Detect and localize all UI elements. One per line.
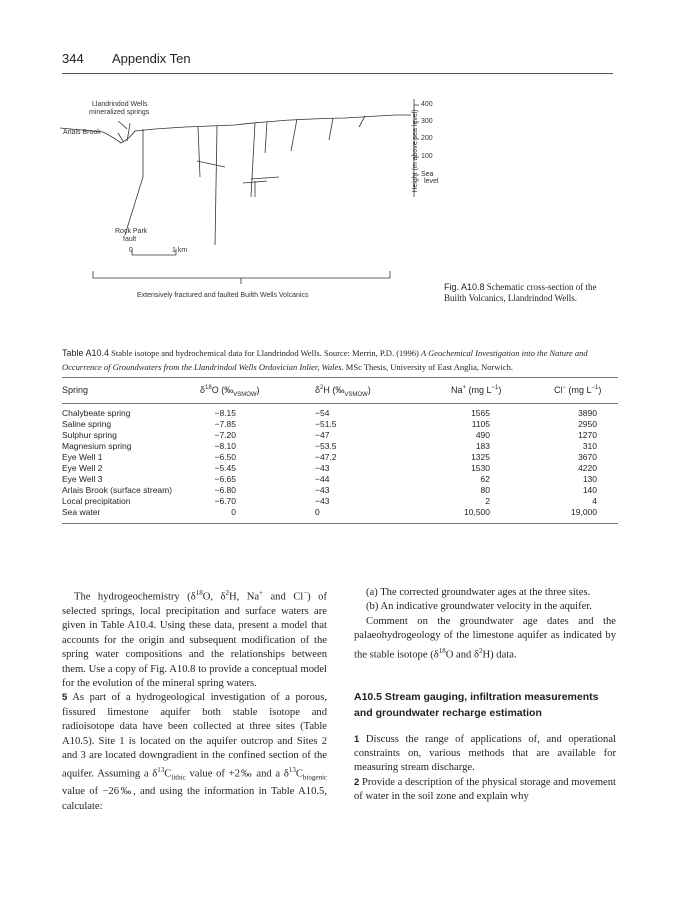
figure-caption	[444, 282, 619, 304]
table-row: Eye Well 3 −6.65 −44 62 130	[62, 474, 597, 484]
col-header-cl: Cl− (mg $L^{-1}$)	[554, 385, 602, 395]
scale-one-km-label: 1 km	[172, 247, 188, 254]
fault-line	[198, 127, 200, 177]
col-header-d18o: $\delta^{18}O$ $(‰_{VSMOW})$	[200, 385, 260, 398]
scale-zero-label: 0	[129, 247, 133, 254]
figure-caption-label: Fig. A10.8	[444, 282, 485, 292]
table-bottom-rule	[62, 523, 618, 524]
figure-caption-text: Schematic cross-section of the Builth Volcanics, Llandrindod Wells.	[444, 282, 597, 303]
table-row: Sea water 0 0 10,500 19,000	[62, 507, 597, 517]
fault-line	[265, 122, 267, 153]
cross-section-figure	[55, 85, 455, 310]
fault-line	[251, 123, 255, 197]
arlais-brook-label: Arlais Brook	[63, 129, 101, 136]
rock-park-fault	[125, 129, 143, 235]
question-1: 1 Discuss the range of applications of, and operational constraints on, various methods that are available for measuring stream discharge.	[354, 733, 616, 774]
col-header-spring: Spring	[62, 385, 89, 395]
bedding-line	[197, 161, 225, 167]
mineralized-springs-label: mineralized springs	[89, 109, 150, 116]
paragraph-hydrogeochemistry: The hydrogeochemistry ($\delta^{18}O$, $\delta^2H$, Na+ and Cl−) of selected springs, local precipitation and surface waters are given in Table A10.4. Using these data, present a model that accounts for the origin and subsequent modification of the spring water compositions and the relationships between them. Use a copy of Fig. A10.8 to provide a conceptual model for the evolution of the mineral spring waters.	[62, 589, 327, 689]
question-5: 5 As part of a hydrogeological investigation of a porous, fissured limestone aquifer both stable isotope and radioisotope data have been collected at three sites (Table A10.5). Site 1 is located on the aquifer outcrop and Sites 2 and 3 are located downgradient in the confined section of the aquifer. Assuming a $\delta^{13}C_{lithic}$ value of +2‰ and a $\delta^{13}C_{biogenic}$ value of −26‰, and using the information in Table A10.5, calculate:	[62, 692, 327, 812]
page-number: 344	[62, 51, 84, 66]
right-text-column	[354, 586, 616, 805]
tick-100: 100	[421, 153, 433, 160]
bedding-line	[243, 181, 267, 197]
table-row: Eye Well 2 −5.45 −43 1530 4220	[62, 463, 597, 473]
col-header-d2h: $\delta^2H$ $(‰_{VSMOW})$	[315, 385, 371, 398]
volcanics-label: Extensively fractured and faulted Builth Wells Volcanics	[137, 292, 309, 299]
extent-bracket	[93, 271, 390, 284]
fault-line	[359, 116, 365, 127]
table-row: Saline spring −7.85 −51.5 1105 2950	[62, 419, 597, 429]
tick-200: 200	[421, 135, 433, 142]
ground-surface-line	[60, 115, 411, 143]
height-axis-title: Height (m above sea level)	[412, 109, 419, 193]
table-row: Local precipitation −6.70 −43 2 4	[62, 496, 597, 506]
table-row: Magnesium spring −8.10 −53.5 183 310	[62, 441, 597, 451]
fault-label: fault	[123, 236, 137, 243]
table-caption	[62, 346, 618, 374]
table-caption-end: MSc Thesis, University of East Anglia, Norwich.	[345, 362, 514, 372]
table-caption-text: Stable isotope and hydrochemical data for Llandrindod Wells. Source: Merrin, P.D. (1996)	[111, 348, 419, 358]
fault-line	[329, 118, 333, 140]
tick-400: 400	[421, 101, 433, 108]
rock-park-label: Rock Park	[115, 228, 148, 235]
table-caption-title: A Geochemical Investigation into the Nature and Occurrence of Groundwaters from the Llandrindod Wells Ordovician Inlier, Wales.	[62, 348, 588, 372]
llandrindod-wells-label: Llandrindod Wells	[92, 101, 148, 108]
left-text-column	[62, 586, 327, 814]
fault-line	[215, 126, 217, 245]
table-caption-label: Table A10.4	[62, 348, 110, 358]
sea-label: Sea	[421, 171, 434, 178]
item-b: (b) An indicative groundwater velocity in the aquifer.	[366, 601, 592, 613]
fault-line	[291, 119, 297, 151]
tick-300: 300	[421, 118, 433, 125]
paragraph-comment: Comment on the groundwater age dates and the palaeohydrogeology of the limestone aquifer as indicated by the stable isotope ($\delta^{18}O$ and $\delta^2H$) data.	[354, 615, 616, 661]
table-top-rule	[62, 377, 618, 378]
level-label: level	[424, 178, 439, 185]
bedding-line	[251, 177, 279, 179]
table-row: Arlais Brook (surface stream) −6.80 −43 80 140	[62, 485, 597, 495]
table-row: Chalybeate spring −8.15 −54 1565 3890	[62, 408, 597, 418]
item-a: (a) The corrected groundwater ages at the three sites.	[366, 587, 591, 598]
section-title: Appendix Ten	[112, 51, 191, 66]
col-header-na: Na+ (mg $L^{-1}$)	[451, 385, 502, 395]
scale-bar	[132, 249, 176, 255]
question-2: 2 Provide a description of the physical storage and movement of water in the soil zone and explain why	[354, 776, 616, 803]
running-header	[62, 51, 613, 74]
table-row: Eye Well 1 −6.50 −47.2 1325 3670	[62, 452, 597, 462]
table-header-rule	[62, 403, 618, 404]
section-heading-a10-5: A10.5 Stream gauging, infiltration measurements and groundwater recharge estimation	[354, 690, 599, 719]
cross-section-drawing	[55, 85, 455, 310]
table-row: Sulphur spring −7.20 −47 490 1270	[62, 430, 597, 440]
